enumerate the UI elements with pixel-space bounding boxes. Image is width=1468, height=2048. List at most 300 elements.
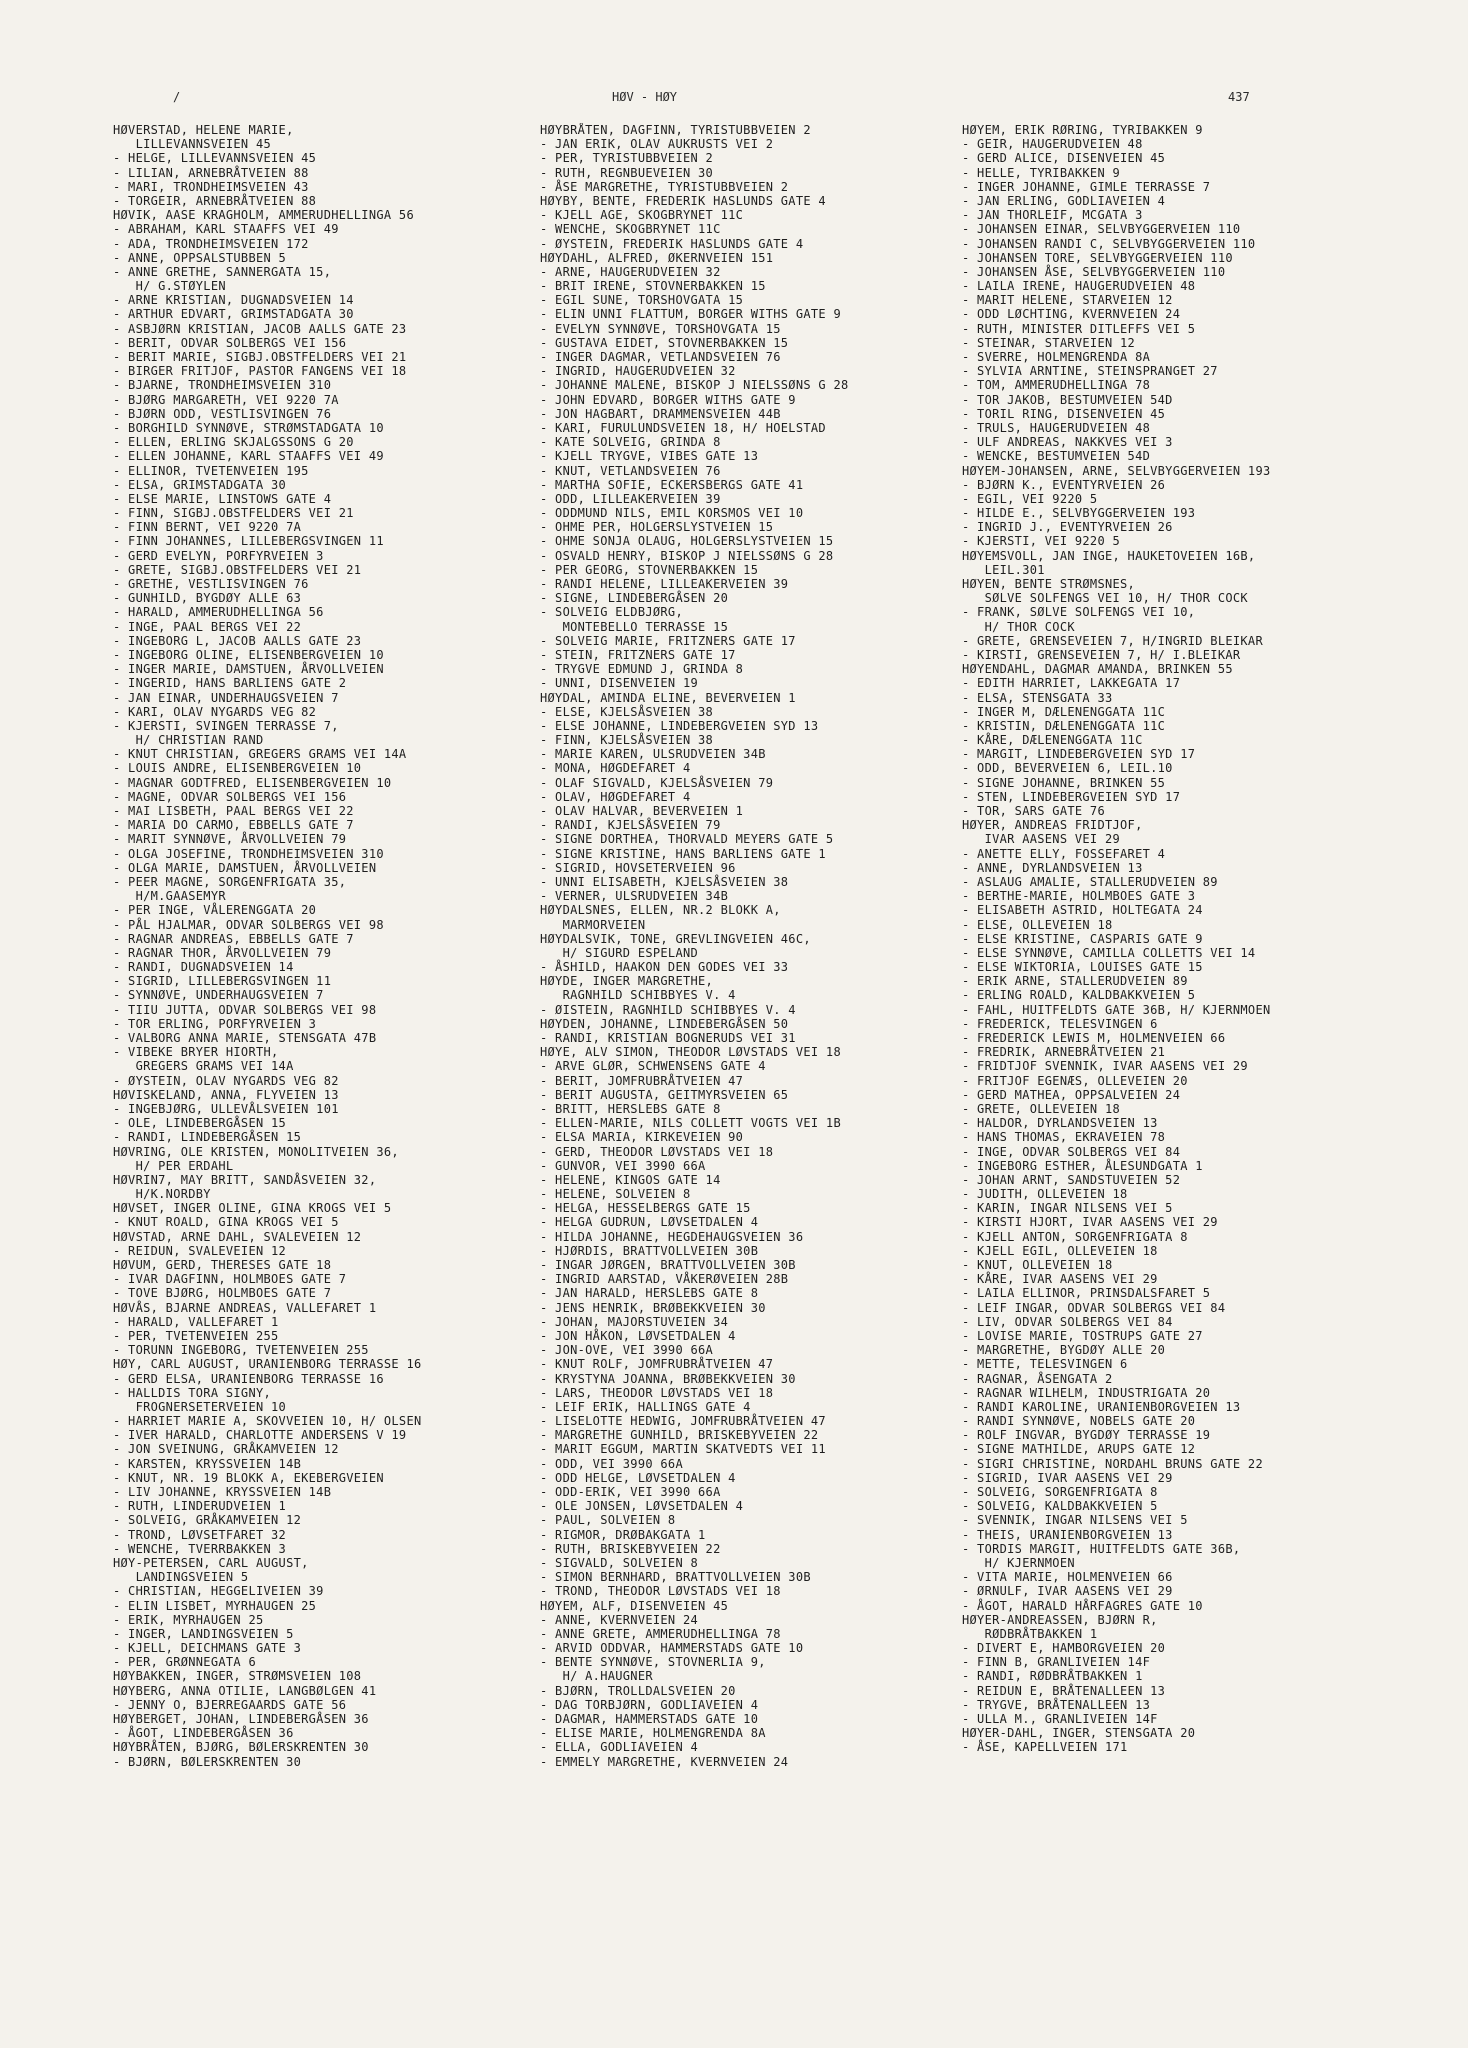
directory-entry-line: - SIGVALD, SOLVEIEN 8: [540, 1555, 699, 1570]
directory-entry-line: - JON HAGBART, DRAMMENSVEIEN 44B: [540, 406, 781, 421]
margin-tick-mark: /: [173, 90, 181, 104]
directory-entry-line: - JAN HARALD, HERSLEBS GATE 8: [540, 1286, 759, 1301]
directory-entry-line: HØVERSTAD, HELENE MARIE,: [113, 123, 294, 137]
directory-entry-line: - INGER MARIE, DAMSTUEN, ÅRVOLLVEIEN: [113, 662, 384, 677]
directory-entry-line: H/ SIGURD ESPELAND: [540, 945, 699, 960]
directory-entry-line: H/M.GAASEMYR: [113, 889, 226, 904]
directory-entry-line: - TRYGVE EDMUND J, GRINDA 8: [540, 662, 744, 677]
directory-entry-line: - STEN, LINDEBERGVEIEN SYD 17: [962, 789, 1181, 804]
directory-entry-line: - GRETE, SIGBJ.OBSTFELDERS VEI 21: [113, 562, 362, 577]
directory-entry-line: - KNUT ROLF, JOMFRUBRÅTVEIEN 47: [540, 1357, 774, 1372]
directory-entry-line: HØYBRÅTEN, DAGFINN, TYRISTUBBVEIEN 2: [540, 123, 811, 137]
directory-entry-line: - GRETHE, VESTLISVINGEN 76: [113, 577, 309, 591]
directory-entry-line: - RAGNAR, ÅSENGATA 2: [962, 1371, 1113, 1386]
directory-entry-line: - GERD MATHEA, OPPSALVEIEN 24: [962, 1087, 1181, 1102]
directory-entry-line: HØYENDAHL, DAGMAR AMANDA, BRINKEN 55: [962, 662, 1233, 677]
directory-entry-line: - INGE, ODVAR SOLBERGS VEI 84: [962, 1144, 1181, 1159]
directory-entry-line: HØYDAL, AMINDA ELINE, BEVERVEIEN 1: [540, 690, 796, 705]
directory-entry-line: - ANNE, KVERNVEIEN 24: [540, 1612, 699, 1627]
directory-column-3: [962, 123, 1402, 1755]
directory-entry-line: - EMMELY MARGRETHE, KVERNVEIEN 24: [540, 1754, 789, 1769]
directory-entry-line: - RAGNAR THOR, ÅRVOLLVEIEN 79: [113, 945, 332, 960]
directory-entry-line: - ELSA, STENSGATA 33: [962, 690, 1113, 705]
directory-entry-line: - HARALD, VALLEFARET 1: [113, 1314, 279, 1329]
directory-entry-line: - BJØRN, TROLLDALSVEIEN 20: [540, 1683, 736, 1698]
directory-entry-line: RAGNHILD SCHIBBYES V. 4: [540, 988, 736, 1003]
directory-entry-line: - LISELOTTE HEDWIG, JOMFRUBRÅTVEIEN 47: [540, 1414, 826, 1429]
directory-entry-line: - KARI, OLAV NYGARDS VEG 82: [113, 704, 317, 719]
directory-entry-line: - ASLAUG AMALIE, STALLERUDVEIEN 89: [962, 874, 1218, 889]
directory-entry-line: - OLE JONSEN, LØVSETDALEN 4: [540, 1499, 744, 1514]
directory-entry-line: - HELLE, TYRIBAKKEN 9: [962, 165, 1121, 180]
directory-entry-line: - JON HÅKON, LØVSETDALEN 4: [540, 1328, 736, 1343]
directory-entry-line: - JOHANSEN EINAR, SELVBYGGERVEIEN 110: [962, 222, 1241, 237]
directory-entry-line: - ARVID ODDVAR, HAMMERSTADS GATE 10: [540, 1641, 804, 1656]
directory-entry-line: RØDBRÅTBAKKEN 1: [962, 1626, 1098, 1641]
directory-entry-line: - TOM, AMMERUDHELLINGA 78: [962, 378, 1151, 393]
directory-entry-line: - ERLING ROALD, KALDBAKKVEIEN 5: [962, 988, 1196, 1003]
directory-entry-line: - FINN B, GRANLIVEIEN 14F: [962, 1655, 1151, 1670]
directory-entry-line: - PER, TVETENVEIEN 255: [113, 1328, 279, 1343]
directory-entry-line: - JON SVEINUNG, GRÅKAMVEIEN 12: [113, 1442, 339, 1457]
directory-entry-line: - IVAR DAGFINN, HOLMBOES GATE 7: [113, 1272, 347, 1287]
directory-entry-line: - OLAF SIGVALD, KJELSÅSVEIEN 79: [540, 775, 774, 790]
directory-entry-line: - VERNER, ULSRUDVEIEN 34B: [540, 889, 729, 904]
directory-entry-line: - INGER M, DÆLENENGGATA 11C: [962, 704, 1166, 719]
directory-entry-line: - ELIN LISBET, MYRHAUGEN 25: [113, 1598, 317, 1613]
directory-entry-line: - ODD LØCHTING, KVERNVEIEN 24: [962, 307, 1181, 322]
directory-entry-line: - ADA, TRONDHEIMSVEIEN 172: [113, 236, 309, 251]
directory-entry-line: - EGIL SUNE, TORSHOVGATA 15: [540, 293, 744, 308]
directory-entry-line: - ASBJØRN KRISTIAN, JACOB AALLS GATE 23: [113, 321, 407, 336]
directory-entry-line: - BERIT, JOMFRUBRÅTVEIEN 47: [540, 1073, 744, 1088]
directory-entry-line: - ARTHUR EDVART, GRIMSTADGATA 30: [113, 307, 354, 322]
directory-entry-line: - DIVERT E, HAMBORGVEIEN 20: [962, 1641, 1166, 1656]
directory-entry-line: - MARGRETHE GUNHILD, BRISKEBYVEIEN 22: [540, 1428, 819, 1443]
directory-entry-line: - ELLINOR, TVETENVEIEN 195: [113, 463, 309, 478]
directory-entry-line: - ÅSE, KAPELLVEIEN 171: [962, 1740, 1128, 1755]
directory-entry-line: - BERIT AUGUSTA, GEITMYRSVEIEN 65: [540, 1087, 789, 1102]
directory-entry-line: - ØYSTEIN, FREDERIK HASLUNDS GATE 4: [540, 236, 804, 251]
directory-entry-line: - ELSE JOHANNE, LINDEBERGVEIEN SYD 13: [540, 718, 819, 733]
directory-entry-line: - SVENNIK, INGAR NILSENS VEI 5: [962, 1513, 1188, 1528]
directory-entry-line: - ELSE SYNNØVE, CAMILLA COLLETTS VEI 14: [962, 945, 1256, 960]
directory-entry-line: - GEIR, HAUGERUDVEIEN 48: [962, 137, 1143, 152]
directory-entry-line: HØYBRÅTEN, BJØRG, BØLERSKRENTEN 30: [113, 1740, 369, 1755]
directory-entry-line: - DAGMAR, HAMMERSTADS GATE 10: [540, 1712, 759, 1726]
directory-entry-line: - ROLF INGVAR, BYGDØY TERRASSE 19: [962, 1428, 1211, 1443]
directory-entry-line: - RANDI HELENE, LILLEAKERVEIEN 39: [540, 577, 789, 591]
directory-entry-line: - SOLVEIG MARIE, FRITZNERS GATE 17: [540, 633, 796, 648]
directory-entry-line: HØVSTAD, ARNE DAHL, SVALEVEIEN 12: [113, 1229, 362, 1244]
directory-entry-line: - INGAR JØRGEN, BRATTVOLLVEIEN 30B: [540, 1258, 796, 1272]
directory-entry-line: HØYER, ANDREAS FRIDTJOF,: [962, 818, 1143, 833]
directory-entry-line: - SOLVEIG, SORGENFRIGATA 8: [962, 1485, 1158, 1499]
directory-entry-line: - BERTHE-MARIE, HOLMBOES GATE 3: [962, 889, 1196, 904]
directory-entry-line: - ODDMUND NILS, EMIL KORSMOS VEI 10: [540, 506, 804, 521]
directory-entry-line: - RANDI SYNNØVE, NOBELS GATE 20: [962, 1414, 1196, 1429]
directory-entry-line: - EDITH HARRIET, LAKKEGATA 17: [962, 676, 1181, 691]
directory-entry-line: - MARIE KAREN, ULSRUDVEIEN 34B: [540, 747, 766, 762]
directory-entry-line: - HARALD, AMMERUDHELLINGA 56: [113, 605, 324, 620]
directory-entry-line: HØVSET, INGER OLINE, GINA KROGS VEI 5: [113, 1201, 392, 1216]
directory-entry-line: - STEINAR, STARVEIEN 12: [962, 335, 1136, 350]
directory-entry-line: - LAILA IRENE, HAUGERUDVEIEN 48: [962, 279, 1196, 294]
directory-entry-line: H/ PER ERDAHL: [113, 1158, 234, 1173]
directory-entry-line: - SIGNE DORTHEA, THORVALD MEYERS GATE 5: [540, 832, 834, 847]
directory-entry-line: - GERD ALICE, DISENVEIEN 45: [962, 151, 1166, 166]
directory-entry-line: - KIRSTI, GRENSEVEIEN 7, H/ I.BLEIKAR: [962, 647, 1241, 662]
directory-entry-line: - LIV, ODVAR SOLBERGS VEI 84: [962, 1314, 1173, 1329]
directory-entry-line: MONTEBELLO TERRASSE 15: [540, 619, 729, 634]
directory-entry-line: - INGRID J., EVENTYRVEIEN 26: [962, 520, 1173, 535]
directory-entry-line: - SOLVEIG, KALDBAKKVEIEN 5: [962, 1499, 1158, 1514]
directory-entry-line: - FREDRIK, ARNEBRÅTVEIEN 21: [962, 1045, 1166, 1060]
directory-entry-line: - DAG TORBJØRN, GODLIAVEIEN 4: [540, 1697, 759, 1712]
directory-entry-line: - LOUIS ANDRE, ELISENBERGVEIEN 10: [113, 761, 362, 776]
directory-entry-line: - INGEBORG ESTHER, ÅLESUNDGATA 1: [962, 1158, 1203, 1173]
directory-entry-line: - ØYSTEIN, OLAV NYGARDS VEG 82: [113, 1073, 339, 1088]
directory-entry-line: - JOHAN, MAJORSTUVEIEN 34: [540, 1314, 729, 1329]
directory-entry-line: H/ KJERNMOEN: [962, 1555, 1075, 1570]
directory-entry-line: - ELSA, GRIMSTADGATA 30: [113, 477, 287, 492]
directory-entry-line: HØY, CARL AUGUST, URANIENBORG TERRASSE 16: [113, 1357, 422, 1372]
directory-entry-line: - LEIF INGAR, ODVAR SOLBERGS VEI 84: [962, 1300, 1226, 1315]
directory-entry-line: - SVERRE, HOLMENGRENDA 8A: [962, 350, 1151, 364]
directory-entry-line: - BIRGER FRITJOF, PASTOR FANGENS VEI 18: [113, 364, 407, 379]
directory-entry-line: - ABRAHAM, KARL STAAFFS VEI 49: [113, 222, 339, 237]
directory-entry-line: - FINN BERNT, VEI 9220 7A: [113, 520, 302, 535]
directory-entry-line: - ØISTEIN, RAGNHILD SCHIBBYES V. 4: [540, 1002, 796, 1017]
directory-entry-line: - BORGHILD SYNNØVE, STRØMSTADGATA 10: [113, 420, 384, 435]
directory-entry-line: - VITA MARIE, HOLMENVEIEN 66: [962, 1570, 1173, 1585]
directory-entry-line: - JON-OVE, VEI 3990 66A: [540, 1343, 714, 1358]
directory-column-2: [540, 123, 965, 1769]
directory-entry-line: - PÅL HJALMAR, ODVAR SOLBERGS VEI 98: [113, 917, 384, 932]
directory-entry-line: - ODD-ERIK, VEI 3990 66A: [540, 1485, 721, 1499]
directory-entry-line: - KNUT, NR. 19 BLOKK A, EKEBERGVEIEN: [113, 1470, 384, 1485]
directory-entry-line: - ANNE GRETHE, SANNERGATA 15,: [113, 264, 332, 279]
directory-entry-line: - ELLEN JOHANNE, KARL STAAFFS VEI 49: [113, 449, 384, 464]
directory-entry-line: - RUTH, REGNBUEVEIEN 30: [540, 165, 714, 180]
directory-entry-line: - FINN, SIGBJ.OBSTFELDERS VEI 21: [113, 506, 354, 521]
directory-entry-line: H/ A.HAUGNER: [540, 1669, 653, 1684]
directory-entry-line: - SYLVIA ARNTINE, STEINSPRANGET 27: [962, 364, 1218, 379]
directory-entry-line: - JOHAN ARNT, SANDSTUVEIEN 52: [962, 1172, 1181, 1187]
directory-entry-line: - JENS HENRIK, BRØBEKKVEIEN 30: [540, 1300, 766, 1315]
directory-entry-line: H/ G.STØYLEN: [113, 279, 226, 294]
directory-entry-line: - SIMON BERNHARD, BRATTVOLLVEIEN 30B: [540, 1570, 811, 1585]
directory-entry-line: - LILIAN, ARNEBRÅTVEIEN 88: [113, 165, 309, 180]
directory-entry-line: HØY-PETERSEN, CARL AUGUST,: [113, 1555, 309, 1570]
directory-entry-line: - BERIT MARIE, SIGBJ.OBSTFELDERS VEI 21: [113, 350, 407, 364]
directory-entry-line: - BJØRN, BØLERSKRENTEN 30: [113, 1754, 302, 1769]
directory-entry-line: - HELGA, HESSELBERGS GATE 15: [540, 1201, 751, 1216]
directory-entry-line: - STEIN, FRITZNERS GATE 17: [540, 647, 736, 662]
directory-entry-line: HØYDEN, JOHANNE, LINDEBERGÅSEN 50: [540, 1016, 789, 1031]
directory-entry-line: - MARGRETHE, BYGDØY ALLE 20: [962, 1343, 1166, 1358]
directory-entry-line: - KJELL ANTON, SORGENFRIGATA 8: [962, 1229, 1188, 1244]
directory-entry-line: - BRIT IRENE, STOVNERBAKKEN 15: [540, 279, 766, 294]
directory-entry-line: LILLEVANNSVEIEN 45: [113, 137, 272, 152]
directory-entry-line: - GUNVOR, VEI 3990 66A: [540, 1158, 706, 1173]
directory-entry-line: - OLE, LINDEBERGÅSEN 15: [113, 1116, 287, 1131]
directory-entry-line: - GERD ELSA, URANIENBORG TERRASSE 16: [113, 1371, 384, 1386]
directory-entry-line: HØVRIN7, MAY BRITT, SANDÅSVEIEN 32,: [113, 1172, 377, 1187]
directory-entry-line: - OLGA JOSEFINE, TRONDHEIMSVEIEN 310: [113, 846, 384, 861]
directory-entry-line: - TOR JAKOB, BESTUMVEIEN 54D: [962, 392, 1173, 407]
directory-entry-line: - KNUT, OLLEVEIEN 18: [962, 1258, 1113, 1272]
directory-entry-line: - RANDI, DUGNADSVEIEN 14: [113, 960, 294, 975]
directory-entry-line: - RANDI, LINDEBERGÅSEN 15: [113, 1130, 302, 1145]
directory-entry-line: - JOHANSEN TORE, SELVBYGGERVEIEN 110: [962, 250, 1233, 265]
directory-entry-line: - INGER JOHANNE, GIMLE TERRASSE 7: [962, 179, 1211, 194]
directory-entry-line: - TOR ERLING, PORFYRVEIEN 3: [113, 1016, 317, 1031]
directory-entry-line: - FRANK, SØLVE SOLFENGS VEI 10,: [962, 605, 1196, 620]
directory-entry-line: - KIRSTI HJORT, IVAR AASENS VEI 29: [962, 1215, 1218, 1230]
directory-entry-line: FROGNERSETERVEIEN 10: [113, 1399, 287, 1414]
directory-entry-line: - TORDIS MARGIT, HUITFELDTS GATE 36B,: [962, 1541, 1241, 1556]
directory-entry-line: - MARIT HELENE, STARVEIEN 12: [962, 293, 1173, 308]
directory-column-1: [113, 123, 533, 1769]
directory-entry-line: - KNUT, VETLANDSVEIEN 76: [540, 463, 721, 478]
directory-entry-line: - KJERSTI, VEI 9220 5: [962, 534, 1121, 549]
directory-entry-line: - INGE, PAAL BERGS VEI 22: [113, 619, 302, 634]
directory-entry-line: - GERD, THEODOR LØVSTADS VEI 18: [540, 1144, 774, 1159]
directory-entry-line: HØYER-DAHL, INGER, STENSGATA 20: [962, 1726, 1196, 1741]
directory-entry-line: - WENCHE, SKOGBRYNET 11C: [540, 222, 721, 237]
directory-entry-line: - MARIT EGGUM, MARTIN SKATVEDTS VEI 11: [540, 1442, 826, 1457]
directory-entry-line: - ANETTE ELLY, FOSSEFARET 4: [962, 846, 1166, 861]
directory-entry-line: GREGERS GRAMS VEI 14A: [113, 1059, 294, 1074]
directory-entry-line: - INGERID, HANS BARLIENS GATE 2: [113, 676, 347, 691]
directory-entry-line: - KATE SOLVEIG, GRINDA 8: [540, 435, 721, 450]
directory-entry-line: - TOVE BJØRG, HOLMBOES GATE 7: [113, 1286, 332, 1301]
directory-entry-line: - HELENE, KINGOS GATE 14: [540, 1172, 721, 1187]
directory-entry-line: - OHME PER, HOLGERSLYSTVEIEN 15: [540, 520, 774, 535]
directory-entry-line: - HANS THOMAS, EKRAVEIEN 78: [962, 1130, 1166, 1145]
directory-entry-line: - KJELL AGE, SKOGBRYNET 11C: [540, 208, 744, 223]
directory-entry-line: HØYEM, ALF, DISENVEIEN 45: [540, 1598, 729, 1613]
page-title: HØV - HØY: [612, 90, 678, 104]
directory-entry-line: - SIGRI CHRISTINE, NORDAHL BRUNS GATE 22: [962, 1456, 1263, 1471]
directory-entry-line: - JAN EINAR, UNDERHAUGSVEIEN 7: [113, 690, 339, 705]
directory-entry-line: - ELSE, KJELSÅSVEIEN 38: [540, 704, 714, 719]
directory-entry-line: - ODD HELGE, LØVSETDALEN 4: [540, 1470, 736, 1485]
directory-entry-line: SØLVE SOLFENGS VEI 10, H/ THOR COCK: [962, 591, 1248, 606]
directory-entry-line: - KARI, FURULUNDSVEIEN 18, H/ HOELSTAD: [540, 420, 826, 435]
directory-entry-line: - HILDE E., SELVBYGGERVEIEN 193: [962, 506, 1196, 521]
directory-entry-line: - MAGNE, ODVAR SOLBERGS VEI 156: [113, 789, 347, 804]
directory-entry-line: - TOR, SARS GATE 76: [962, 804, 1105, 818]
directory-entry-line: HØVIK, AASE KRAGHOLM, AMMERUDHELLINGA 56: [113, 208, 414, 223]
directory-entry-line: - MARTHA SOFIE, ECKERSBERGS GATE 41: [540, 477, 804, 492]
directory-entry-line: - ERIK ARNE, STALLERUDVEIEN 89: [962, 974, 1188, 989]
directory-entry-line: - LOVISE MARIE, TOSTRUPS GATE 27: [962, 1328, 1203, 1343]
directory-entry-line: - SIGNE, LINDEBERGÅSEN 20: [540, 591, 729, 606]
directory-entry-line: - JOHANNE MALENE, BISKOP J NIELSSØNS G 28: [540, 378, 849, 393]
directory-entry-line: HØYBERGET, JOHAN, LINDEBERGÅSEN 36: [113, 1712, 369, 1726]
directory-entry-line: - BRITT, HERSLEBS GATE 8: [540, 1101, 721, 1116]
directory-entry-line: H/ CHRISTIAN RAND: [113, 733, 264, 748]
directory-entry-line: - ELLA, GODLIAVEIEN 4: [540, 1740, 699, 1755]
directory-entry-line: - ANNE, OPPSALSTUBBEN 5: [113, 250, 287, 265]
directory-entry-line: - UNNI ELISABETH, KJELSÅSVEIEN 38: [540, 874, 789, 889]
directory-entry-line: - TORUNN INGEBORG, TVETENVEIEN 255: [113, 1343, 369, 1358]
directory-entry-line: - TRYGVE, BRÅTENALLEEN 13: [962, 1697, 1151, 1712]
directory-entry-line: - HELGE, LILLEVANNSVEIEN 45: [113, 151, 317, 166]
directory-entry-line: - RANDI KAROLINE, URANIENBORGVEIEN 13: [962, 1399, 1241, 1414]
directory-entry-line: - JOHANSEN ÅSE, SELVBYGGERVEIEN 110: [962, 264, 1226, 279]
directory-entry-line: - OHME SONJA OLAUG, HOLGERSLYSTVEIEN 15: [540, 534, 834, 549]
directory-entry-line: - ÅSE MARGRETHE, TYRISTUBBVEIEN 2: [540, 179, 789, 194]
directory-entry-line: - TROND, THEODOR LØVSTADS VEI 18: [540, 1584, 781, 1599]
directory-entry-line: - IVER HARALD, CHARLOTTE ANDERSENS V 19: [113, 1428, 407, 1443]
directory-entry-line: - KRISTIN, DÆLENENGGATA 11C: [962, 718, 1166, 733]
directory-entry-line: - PEER MAGNE, SORGENFRIGATA 35,: [113, 874, 347, 889]
directory-entry-line: HØYEN, BENTE STRØMSNES,: [962, 577, 1136, 591]
directory-entry-line: IVAR AASENS VEI 29: [962, 832, 1121, 847]
directory-entry-line: - KÅRE, IVAR AASENS VEI 29: [962, 1272, 1158, 1287]
directory-entry-line: - ÅGOT, LINDEBERGÅSEN 36: [113, 1726, 294, 1741]
directory-entry-line: - ÅSHILD, HAAKON DEN GODES VEI 33: [540, 960, 789, 975]
directory-entry-line: - GRETE, OLLEVEIEN 18: [962, 1101, 1121, 1116]
directory-entry-line: - INGRID AARSTAD, VÅKERØVEIEN 28B: [540, 1272, 789, 1287]
page-number: 437: [1228, 90, 1250, 104]
directory-entry-line: - INGEBJØRG, ULLEVÅLSVEIEN 101: [113, 1101, 339, 1116]
directory-entry-line: - SOLVEIG ELDBJØRG,: [540, 605, 683, 620]
directory-entry-line: - JENNY O, BJERREGAARDS GATE 56: [113, 1697, 347, 1712]
directory-entry-line: - HJØRDIS, BRATTVOLLVEIEN 30B: [540, 1243, 759, 1258]
directory-entry-line: - INGRID, HAUGERUDVEIEN 32: [540, 364, 736, 379]
directory-entry-line: - SIGRID, LILLEBERGSVINGEN 11: [113, 974, 332, 989]
directory-entry-line: HØYDALSNES, ELLEN, NR.2 BLOKK A,: [540, 903, 781, 918]
directory-entry-line: LEIL.301: [962, 562, 1045, 577]
directory-entry-line: - JAN THORLEIF, MCGATA 3: [962, 208, 1143, 223]
directory-entry-line: - FRITJOF EGENÆS, OLLEVEIEN 20: [962, 1073, 1188, 1088]
directory-entry-line: - FREDERICK LEWIS M, HOLMENVEIEN 66: [962, 1031, 1226, 1045]
directory-entry-line: - ANNE, DYRLANDSVEIEN 13: [962, 860, 1143, 875]
directory-entry-line: - HELENE, SOLVEIEN 8: [540, 1187, 691, 1202]
directory-entry-line: - METTE, TELESVINGEN 6: [962, 1357, 1128, 1372]
directory-entry-line: - MAI LISBETH, PAAL BERGS VEI 22: [113, 804, 354, 818]
directory-entry-line: - MARIA DO CARMO, EBBELLS GATE 7: [113, 818, 354, 833]
directory-entry-line: - FINN JOHANNES, LILLEBERGSVINGEN 11: [113, 534, 384, 549]
directory-entry-line: HØYE, ALV SIMON, THEODOR LØVSTADS VEI 18: [540, 1045, 841, 1060]
directory-entry-line: HØVISKELAND, ANNA, FLYVEIEN 13: [113, 1087, 339, 1102]
directory-entry-line: - RANDI, RØDBRÅTBAKKEN 1: [962, 1669, 1143, 1684]
directory-entry-line: - SIGRID, IVAR AASENS VEI 29: [962, 1470, 1173, 1485]
directory-entry-line: - MARGIT, LINDEBERGVEIEN SYD 17: [962, 747, 1196, 762]
directory-entry-line: - OSVALD HENRY, BISKOP J NIELSSØNS G 28: [540, 548, 834, 563]
directory-entry-line: - ELSE, OLLEVEIEN 18: [962, 917, 1113, 932]
directory-entry-line: - ÅGOT, HARALD HÅRFAGRES GATE 10: [962, 1598, 1203, 1613]
directory-entry-line: - SIGNE KRISTINE, HANS BARLIENS GATE 1: [540, 846, 826, 861]
directory-entry-line: - RIGMOR, DRØBAKGATA 1: [540, 1527, 706, 1542]
directory-entry-line: - OLAV, HØGDEFARET 4: [540, 789, 691, 804]
directory-entry-line: - RANDI, KJELSÅSVEIEN 79: [540, 818, 721, 833]
directory-entry-line: - RUTH, BRISKEBYVEIEN 22: [540, 1541, 721, 1556]
directory-entry-line: - SYNNØVE, UNDERHAUGSVEIEN 7: [113, 988, 324, 1003]
directory-entry-line: - UNNI, DISENVEIEN 19: [540, 676, 699, 691]
directory-entry-line: - VALBORG ANNA MARIE, STENSGATA 47B: [113, 1031, 377, 1045]
directory-entry-line: - INGEBORG L, JACOB AALLS GATE 23: [113, 633, 362, 648]
directory-entry-line: - MAGNAR GODTFRED, ELISENBERGVEIEN 10: [113, 775, 392, 790]
directory-entry-line: H/K.NORDBY: [113, 1187, 211, 1202]
directory-entry-line: - BJØRG MARGARETH, VEI 9220 7A: [113, 392, 339, 407]
directory-entry-line: - SIGNE MATHILDE, ARUPS GATE 12: [962, 1442, 1196, 1457]
directory-entry-line: - RANDI, KRISTIAN BOGNERUDS VEI 31: [540, 1031, 796, 1045]
directory-entry-line: HØVUM, GERD, THERESES GATE 18: [113, 1258, 332, 1272]
directory-entry-line: - WENCKE, BESTUMVEIEN 54D: [962, 449, 1151, 464]
directory-entry-line: HØYER-ANDREASSEN, BJØRN R,: [962, 1612, 1158, 1627]
directory-entry-line: - LEIF ERIK, HALLINGS GATE 4: [540, 1399, 751, 1414]
directory-entry-line: - OLGA MARIE, DAMSTUEN, ÅRVOLLVEIEN: [113, 860, 377, 875]
directory-entry-line: - HALLDIS TORA SIGNY,: [113, 1385, 272, 1400]
directory-entry-line: - LIV JOHANNE, KRYSSVEIEN 14B: [113, 1485, 332, 1499]
directory-entry-line: - WENCHE, TVERRBAKKEN 3: [113, 1541, 287, 1556]
directory-entry-line: - ELIN UNNI FLATTUM, BORGER WITHS GATE 9: [540, 307, 841, 322]
directory-entry-line: - HARRIET MARIE A, SKOVVEIEN 10, H/ OLSEN: [113, 1414, 422, 1429]
directory-entry-line: - JOHN EDVARD, BORGER WITHS GATE 9: [540, 392, 796, 407]
directory-entry-line: HØYDALSVIK, TONE, GREVLINGVEIEN 46C,: [540, 931, 811, 946]
directory-entry-line: - ANNE GRETE, AMMERUDHELLINGA 78: [540, 1626, 781, 1641]
directory-entry-line: - ELLEN-MARIE, NILS COLLETT VOGTS VEI 1B: [540, 1116, 841, 1131]
directory-entry-line: - KARIN, INGAR NILSENS VEI 5: [962, 1201, 1173, 1216]
directory-entry-line: - KÅRE, DÆLENENGGATA 11C: [962, 733, 1143, 748]
directory-entry-line: - PER GEORG, STOVNERBAKKEN 15: [540, 562, 759, 577]
directory-entry-line: - RAGNAR WILHELM, INDUSTRIGATA 20: [962, 1385, 1211, 1400]
directory-entry-line: - TROND, LØVSETFARET 32: [113, 1527, 287, 1542]
directory-entry-line: - LAILA ELLINOR, PRINSDALSFARET 5: [962, 1286, 1211, 1301]
directory-entry-line: - PER INGE, VÅLERENGGATA 20: [113, 903, 317, 918]
directory-entry-line: HØYBY, BENTE, FREDERIK HASLUNDS GATE 4: [540, 193, 826, 208]
directory-entry-line: - SOLVEIG, GRÅKAMVEIEN 12: [113, 1513, 302, 1528]
directory-entry-line: - TRULS, HAUGERUDVEIEN 48: [962, 420, 1151, 435]
directory-entry-line: HØVÅS, BJARNE ANDREAS, VALLEFARET 1: [113, 1300, 377, 1315]
directory-entry-line: - EGIL, VEI 9220 5: [962, 491, 1098, 506]
directory-entry-line: - KRYSTYNA JOANNA, BRØBEKKVEIEN 30: [540, 1371, 796, 1386]
directory-entry-line: - FREDERICK, TELESVINGEN 6: [962, 1016, 1158, 1031]
directory-entry-line: - ODD, VEI 3990 66A: [540, 1456, 683, 1471]
directory-entry-line: - PAUL, SOLVEIEN 8: [540, 1513, 676, 1528]
directory-entry-line: - KJELL, DEICHMANS GATE 3: [113, 1641, 302, 1656]
directory-entry-line: LANDINGSVEIEN 5: [113, 1570, 249, 1585]
directory-entry-line: - TORGEIR, ARNEBRÅTVEIEN 88: [113, 193, 317, 208]
directory-entry-line: - BERIT, ODVAR SOLBERGS VEI 156: [113, 335, 347, 350]
directory-entry-line: - ELSA MARIA, KIRKEVEIEN 90: [540, 1130, 744, 1145]
directory-entry-line: - VIBEKE BRYER HIORTH,: [113, 1045, 279, 1060]
directory-entry-line: - HELGA GUDRUN, LØVSETDALEN 4: [540, 1215, 759, 1230]
directory-entry-line: - INGER DAGMAR, VETLANDSVEIEN 76: [540, 350, 781, 364]
directory-entry-line: - ERIK, MYRHAUGEN 25: [113, 1612, 264, 1627]
directory-entry-line: - ODD, LILLEAKERVEIEN 39: [540, 491, 721, 506]
directory-entry-line: - EVELYN SYNNØVE, TORSHOVGATA 15: [540, 321, 781, 336]
directory-entry-line: - FAHL, HUITFELDTS GATE 36B, H/ KJERNMOEN: [962, 1002, 1271, 1017]
directory-entry-line: - PER, TYRISTUBBVEIEN 2: [540, 151, 714, 166]
directory-entry-line: - GRETE, GRENSEVEIEN 7, H/INGRID BLEIKAR: [962, 633, 1263, 648]
directory-entry-line: - RUTH, MINISTER DITLEFFS VEI 5: [962, 321, 1196, 336]
directory-entry-line: - ARNE KRISTIAN, DUGNADSVEIEN 14: [113, 293, 354, 308]
directory-entry-line: - HILDA JOHANNE, HEGDEHAUGSVEIEN 36: [540, 1229, 804, 1244]
directory-entry-line: - CHRISTIAN, HEGGELIVEIEN 39: [113, 1584, 324, 1599]
directory-entry-line: - REIDUN E, BRÅTENALLEEN 13: [962, 1683, 1166, 1698]
directory-entry-line: HØYDAHL, ALFRED, ØKERNVEIEN 151: [540, 250, 774, 265]
directory-entry-line: - FRIDTJOF SVENNIK, IVAR AASENS VEI 29: [962, 1059, 1248, 1074]
directory-entry-line: - HALDOR, DYRLANDSVEIEN 13: [962, 1116, 1158, 1131]
directory-entry-line: - ELSE WIKTORIA, LOUISES GATE 15: [962, 960, 1203, 975]
directory-entry-line: - BJØRN ODD, VESTLISVINGEN 76: [113, 406, 332, 421]
